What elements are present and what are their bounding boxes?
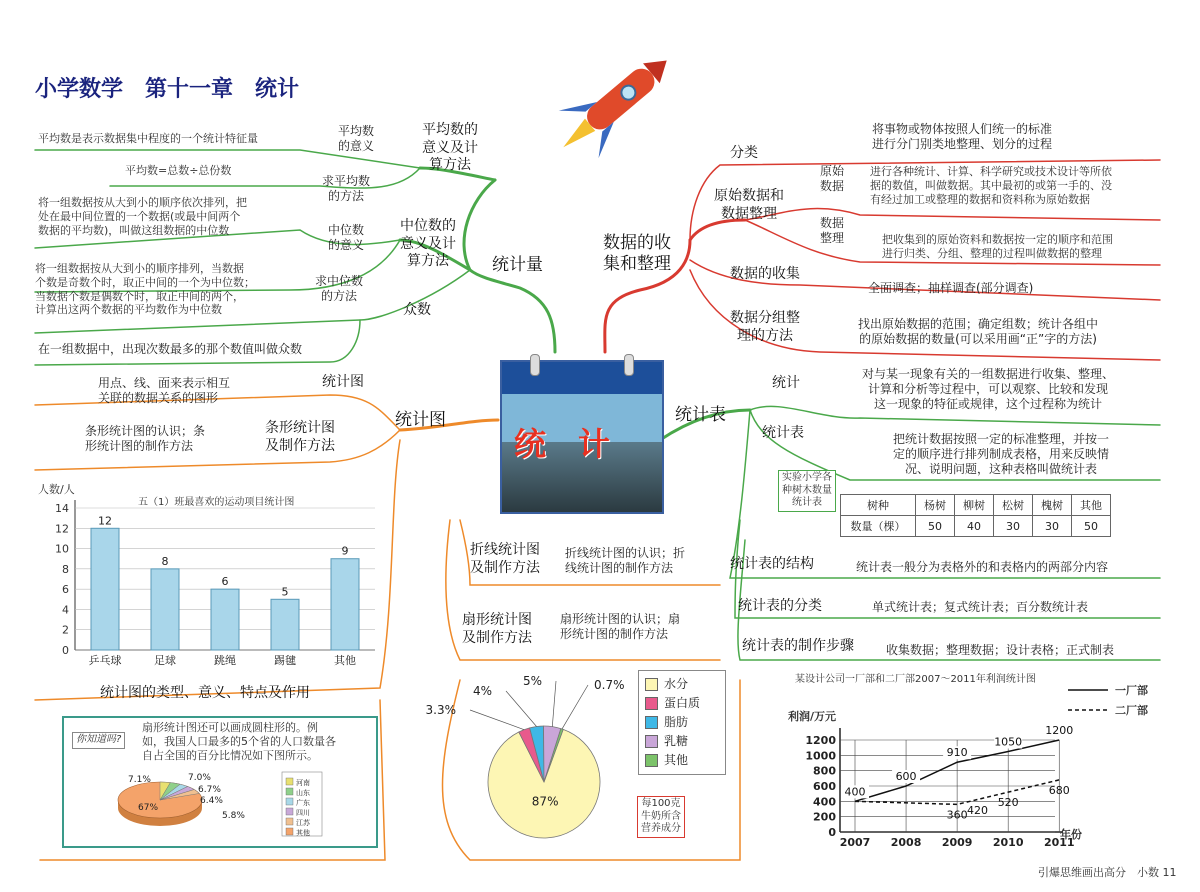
- line-y-tick: 0: [828, 826, 836, 839]
- text-chart: 用点、线、面来表示相互 关联的数据关系的图形: [98, 376, 231, 405]
- series-2-point-label: 420: [967, 803, 989, 817]
- text-structure: 统计表一般分为表格外的和表格内的两部分内容: [856, 560, 1109, 574]
- bar-y-tick: 12: [55, 522, 69, 536]
- center-label: 统 计: [514, 425, 611, 463]
- line-x-tick: 2007: [839, 836, 871, 849]
- text-group: 找出原始数据的范围；确定组数；统计各组中 的原始数据的数量(可以采用画“正”字的方法): [858, 317, 1099, 346]
- text-organize: 把收集到的原始资料和数据按一定的顺序和范围 进行归类、分组、整理的过程叫做数据的整理: [882, 233, 1113, 260]
- legend-label: 乳糖: [664, 734, 689, 748]
- node-mode: 众数: [403, 302, 431, 318]
- node-raw: 原始数据和 数据整理: [714, 188, 784, 222]
- bar-y-tick: 14: [55, 502, 69, 515]
- legend-label: 脂肪: [664, 715, 689, 729]
- tree-header-cell: 松树: [994, 495, 1033, 516]
- line-y-tick: 1200: [805, 734, 836, 747]
- mini-badge: 你知道吗?: [72, 732, 125, 749]
- pie-label: 87%: [531, 794, 559, 809]
- mini-caption: 扇形统计图还可以画成圆柱形的。例 如，我国人口最多的5个省的人口数量各 自占全国的百分比情况如下图所示。: [142, 721, 336, 762]
- bar-y-tick: 6: [62, 583, 69, 597]
- mini-legend-swatch: [286, 818, 293, 825]
- text-kinds: 单式统计表；复式统计表；百分数统计表: [872, 600, 1089, 614]
- tree-header-cell: 杨树: [916, 495, 955, 516]
- series-1-point-label: 600: [895, 770, 917, 783]
- series-1-point-label: 1050: [994, 735, 1023, 749]
- node-types: 统计图的类型、意义、特点及作用: [100, 685, 310, 701]
- node-steps: 统计表的制作步骤: [742, 638, 854, 654]
- tree-value-cell: 50: [1072, 516, 1111, 537]
- tree-header-cell: 槐树: [1033, 495, 1072, 516]
- node-structure: 统计表的结构: [730, 556, 814, 572]
- page-footer: 引爆思维画出高分 小数 11: [1038, 866, 1177, 879]
- node-stat: 统计: [772, 375, 800, 391]
- node-median-meaning: 中位数 的意义: [328, 223, 365, 252]
- node-median-group: 中位数的 意义及计 算方法: [400, 218, 456, 269]
- pie-label: 0.7%: [594, 678, 625, 692]
- branch-stat-chart: 统计图: [395, 410, 446, 430]
- bar-category-label: 足球: [154, 654, 176, 667]
- node-avg-meaning: 平均数 的意义: [338, 124, 375, 153]
- bar-category-label: 踢毽: [274, 654, 296, 667]
- mini-legend-swatch: [286, 798, 293, 805]
- text-steps: 收集数据；整理数据；设计表格；正式制表: [886, 643, 1115, 657]
- bar-value-label: 12: [98, 514, 112, 528]
- text-median-method: 将一组数据按从大到小的顺序排列，当数据 个数是奇数个时，取正中间的一个为中位数； 当数据个数是偶数个时，取正中间的两个， 计算出这两个数据的平均数作为中位数: [35, 262, 255, 317]
- legend-label: 水分: [664, 677, 689, 691]
- line-title: 某设计公司一厂部和二厂部2007～2011年利润统计图: [795, 674, 1036, 685]
- mini-legend-label: 河南: [296, 779, 310, 787]
- line-y-tick: 800: [813, 764, 836, 778]
- mini-legend-label: 江苏: [296, 819, 310, 827]
- bar-value-label: 6: [221, 575, 229, 589]
- node-line: 折线统计图 及制作方法: [470, 542, 540, 576]
- text-collect: 全面调查；抽样调查(部分调查): [868, 281, 1034, 295]
- text-line: 折线统计图的认识；折 线统计图的制作方法: [565, 546, 686, 575]
- text-bar: 条形统计图的认识；条 形统计图的制作方法: [85, 424, 206, 453]
- line-y-tick: 200: [813, 810, 836, 824]
- text-pie: 扇形统计图的认识；扇 形统计图的制作方法: [560, 612, 681, 641]
- node-raw-data: 原始 数据: [820, 164, 845, 193]
- line-x-tick: 2008: [890, 836, 922, 849]
- bar-category-label: 跳绳: [214, 654, 236, 667]
- text-classify: 将事物或物体按照人们统一的标准 进行分门别类地整理、划分的过程: [872, 122, 1053, 151]
- mini-label: 67%: [138, 803, 159, 813]
- branch-data-collection: 数据的收 集和整理: [603, 233, 671, 275]
- node-avg-group: 平均数的 意义及计 算方法: [422, 122, 478, 173]
- text-raw-data: 进行各种统计、计算、科学研究或技术设计等所依 据的数值，叫做数据。其中最初的或第一手的、没 有经过加工或整理的数据和资料称为原始数据: [870, 165, 1112, 206]
- text-median-meaning: 将一组数据按从大到小的顺序依次排列，把 处在最中间位置的一个数据(或最中间两个 数据的平均数)，叫做这组数据的中位数: [38, 196, 247, 237]
- node-organize: 数据 整理: [820, 216, 845, 245]
- node-table: 统计表: [762, 425, 804, 441]
- text-stat: 对与某一现象有关的一组数据进行收集、整理、 计算和分析等过程中，可以观察、比较和发现 这一现象的特征或规律，这个过程称为统计: [862, 367, 1115, 411]
- mini-legend-swatch: [286, 788, 293, 795]
- bar-value-label: 5: [281, 585, 289, 599]
- line-xlabel: 年份: [1060, 828, 1082, 841]
- node-bar: 条形统计图 及制作方法: [265, 420, 335, 454]
- bar-category-label: 乒乓球: [88, 654, 122, 667]
- series-1-point-label: 400: [844, 785, 866, 799]
- tree-header-cell: 柳树: [955, 495, 994, 516]
- tree-header-cell: 其他: [1072, 495, 1111, 516]
- branch-stat-quantity: 统计量: [492, 255, 543, 275]
- line-x-tick: 2010: [992, 836, 1024, 849]
- mini-label: 6.7%: [198, 785, 221, 795]
- table-note: 实验小学各 种树木数量 统计表: [778, 470, 836, 512]
- page-title: 小学数学 第十一章 统计: [35, 77, 300, 102]
- pie-label: 4%: [472, 684, 492, 698]
- node-median-method: 求中位数 的方法: [315, 274, 364, 303]
- tree-value-cell: 30: [1033, 516, 1072, 537]
- bar-ylabel: 人数/人: [38, 483, 75, 496]
- bar-y-tick: 0: [62, 644, 69, 657]
- mini-label: 5.8%: [222, 811, 245, 821]
- pie-note: 每100克 牛奶所含 营养成分: [637, 796, 685, 838]
- bar-value-label: 9: [341, 544, 349, 558]
- tree-value-cell: 40: [955, 516, 994, 537]
- node-group: 数据分组整 理的方法: [730, 310, 800, 344]
- tree-value-cell: 数量（棵）: [841, 516, 916, 537]
- text-mode: 在一组数据中，出现次数最多的那个数值叫做众数: [38, 342, 303, 356]
- mini-legend-label: 四川: [296, 809, 310, 817]
- node-kinds: 统计表的分类: [738, 598, 822, 614]
- series-1-point-label: 1200: [1045, 724, 1074, 737]
- tree-value-cell: 30: [994, 516, 1033, 537]
- text-avg-meaning: 平均数是表示数据集中程度的一个统计特征量: [38, 132, 258, 145]
- mini-label: 7.1%: [128, 775, 151, 785]
- pie-label: 3.3%: [425, 703, 456, 717]
- line-y-tick: 400: [813, 795, 836, 809]
- bar-title: 五（1）班最喜欢的运动项目统计图: [138, 497, 295, 508]
- mini-legend-label: 山东: [296, 789, 310, 797]
- tree-header-cell: 树种: [841, 495, 916, 516]
- legend-series-1: 一厂部: [1115, 684, 1148, 697]
- mini-legend-swatch: [286, 778, 293, 785]
- text-avg-method: 平均数=总数÷总份数: [125, 164, 232, 177]
- text-table: 把统计数据按照一定的标准整理，并按一 定的顺序进行排列制成表格，用来反映情 况、说明问题，这种表格叫做统计表: [893, 432, 1110, 476]
- bar-y-tick: 2: [62, 623, 69, 637]
- line-y-tick: 600: [813, 780, 836, 793]
- legend-label: 其他: [664, 753, 689, 767]
- mini-legend-label: 其他: [296, 829, 310, 837]
- tree-value-cell: 50: [916, 516, 955, 537]
- mini-legend-label: 广东: [296, 799, 310, 807]
- node-chart: 统计图: [322, 374, 364, 390]
- line-x-tick: 2011: [1043, 836, 1075, 849]
- node-collect: 数据的收集: [730, 266, 800, 282]
- mini-legend-swatch: [286, 828, 293, 835]
- line-ylabel: 利润/万元: [788, 710, 837, 723]
- mini-legend-swatch: [286, 808, 293, 815]
- node-classify: 分类: [730, 145, 758, 161]
- mini-label: 6.4%: [200, 796, 223, 806]
- branch-stat-table: 统计表: [675, 405, 726, 425]
- node-pie: 扇形统计图 及制作方法: [462, 612, 532, 646]
- pie-label: 5%: [522, 674, 542, 688]
- bar-y-tick: 10: [55, 542, 69, 556]
- bar-category-label: 其他: [334, 654, 356, 667]
- bar-y-tick: 8: [62, 562, 69, 576]
- bar-y-tick: 4: [62, 603, 69, 617]
- series-2-point-label: 360: [946, 808, 968, 822]
- node-avg-method: 求平均数 的方法: [322, 174, 371, 203]
- mini-label: 7.0%: [188, 773, 211, 783]
- line-y-tick: 1000: [805, 749, 836, 763]
- series-2-point-label: 680: [1048, 783, 1070, 797]
- series-1-point-label: 910: [946, 746, 968, 760]
- legend-series-2: 二厂部: [1115, 704, 1148, 717]
- series-2-point-label: 520: [997, 796, 1019, 810]
- line-x-tick: 2009: [941, 836, 973, 849]
- bar-value-label: 8: [161, 554, 169, 568]
- legend-label: 蛋白质: [664, 696, 701, 710]
